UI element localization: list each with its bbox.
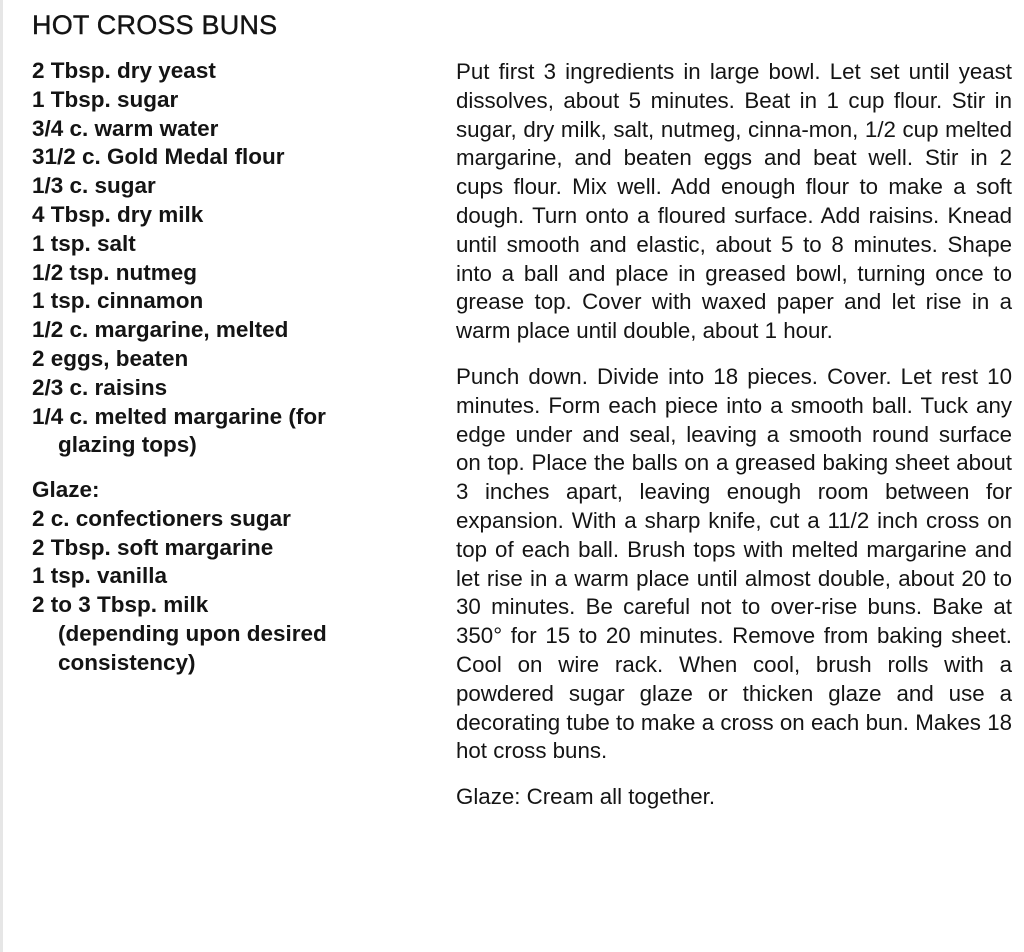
ingredient-item-continuation: glazing tops)	[58, 432, 197, 458]
glaze-item: 1 tsp. vanilla	[32, 563, 168, 589]
ingredient-item: 31/2 c. Gold Medal flour	[32, 144, 285, 170]
recipe-directions	[456, 58, 1012, 812]
glaze-item: 2 Tbsp. soft margarine	[32, 534, 274, 560]
ingredient-item: 1 tsp. salt	[32, 230, 136, 256]
directions-paragraph-shaping: Punch down. Divide into 18 pieces. Cover. Let rest 10 minutes. Form each piece into a smooth ball. Tuck any edge under and seal, leaving a smooth round surface on top. Place the balls on a greased baking sheet about 3 inches apart, leaving enough room between for expansion. With a sharp knife, cut a 11/2 inch cross on top of each ball. Brush tops with melted margarine and let rise in a warm place until almost double, about 20 to 30 minutes. Be careful not to over-rise buns. Bake at 350° for 15 to 20 minutes. Remove from baking sheet. Cool on wire rack. When cool, brush rolls with a powdered sugar glaze or thicken glaze and use a decorating tube to make a cross on each bun. Makes 18 hot cross buns.	[456, 363, 1012, 764]
ingredient-item: 1/2 tsp. nutmeg	[32, 259, 198, 285]
glaze-ingredients	[32, 476, 432, 678]
recipe-title: HOT CROSS BUNS	[32, 10, 278, 40]
glaze-item: 2 c. confectioners sugar	[32, 505, 291, 531]
ingredient-item: 4 Tbsp. dry milk	[32, 201, 204, 227]
glaze-item: 2 to 3 Tbsp. milk	[32, 592, 209, 618]
ingredient-item: 1/4 c. melted margarine (for	[32, 403, 326, 429]
ingredient-item: 2/3 c. raisins	[32, 374, 168, 400]
ingredient-item: 3/4 c. warm water	[32, 115, 219, 141]
directions-paragraph-dough: Put first 3 ingredients in large bowl. Let set until yeast dissolves, about 5 minutes. Beat in 1 cup flour. Stir in sugar, dry milk, salt, nutmeg, cinna-mon, 1/2 cup melted margarine, and beaten eggs and beat well. Stir in 2 cups flour. Mix well. Add enough flour to make a soft dough. Turn onto a floured surface. Add raisins. Knead until smooth and elastic, about 5 to 8 minutes. Shape into a ball and place in greased bowl, turning once to grease top. Cover with waxed paper and let rise in a warm place until double, about 1 hour.	[456, 59, 1012, 344]
glaze-ingredient-list	[32, 505, 432, 678]
glaze-heading: Glaze:	[32, 477, 100, 502]
glaze-item-continuation: consistency)	[58, 649, 196, 675]
ingredient-item: 2 Tbsp. dry yeast	[32, 58, 216, 83]
ingredient-list	[32, 57, 432, 460]
page-edge-shadow	[0, 0, 3, 952]
ingredient-item: 1/3 c. sugar	[32, 173, 156, 199]
ingredient-item: 1 tsp. cinnamon	[32, 288, 204, 314]
directions-paragraph-glaze: Glaze: Cream all together.	[456, 784, 716, 810]
ingredient-item: 2 eggs, beaten	[32, 345, 189, 371]
glaze-item-continuation: (depending upon desired	[58, 620, 327, 646]
ingredient-item: 1/2 c. margarine, melted	[32, 317, 289, 343]
ingredient-item: 1 Tbsp. sugar	[32, 86, 179, 112]
